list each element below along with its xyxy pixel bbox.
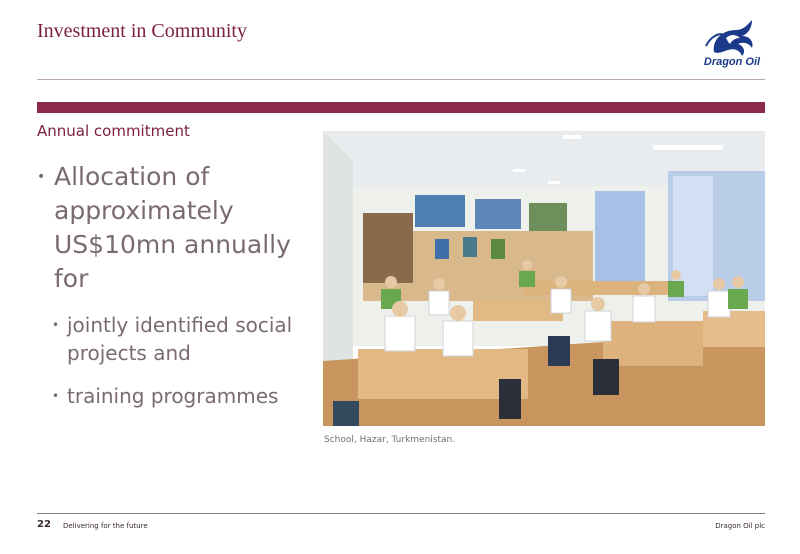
company-logo bbox=[692, 16, 772, 74]
brand-band bbox=[37, 102, 765, 113]
photo-caption: School, Hazar, Turkmenistan. bbox=[324, 435, 456, 445]
logo-wordmark: Dragon Oil bbox=[703, 56, 761, 68]
dragon-icon bbox=[692, 16, 772, 58]
main-bullet bbox=[37, 160, 307, 296]
sub-bullet bbox=[52, 382, 312, 410]
bullet-icon: • bbox=[37, 169, 46, 185]
sub-bullet-text: jointly identified social projects and bbox=[67, 313, 293, 365]
classroom-photo bbox=[323, 131, 765, 426]
main-bullet-text: Allocation of approximately US$10mn annually for bbox=[54, 162, 291, 293]
bullet-icon: • bbox=[52, 318, 60, 332]
page-number: 22 bbox=[37, 519, 51, 530]
slide-title: Investment in Community bbox=[37, 20, 247, 42]
header-divider bbox=[37, 79, 765, 80]
bullet-icon: • bbox=[52, 389, 60, 403]
footer-company: Dragon Oil plc bbox=[715, 522, 765, 530]
sub-bullet-text: training programmes bbox=[67, 384, 279, 408]
section-subtitle: Annual commitment bbox=[37, 122, 190, 140]
sub-bullet bbox=[52, 311, 312, 367]
footer-tagline: Delivering for the future bbox=[63, 522, 148, 530]
footer-divider bbox=[37, 513, 765, 514]
